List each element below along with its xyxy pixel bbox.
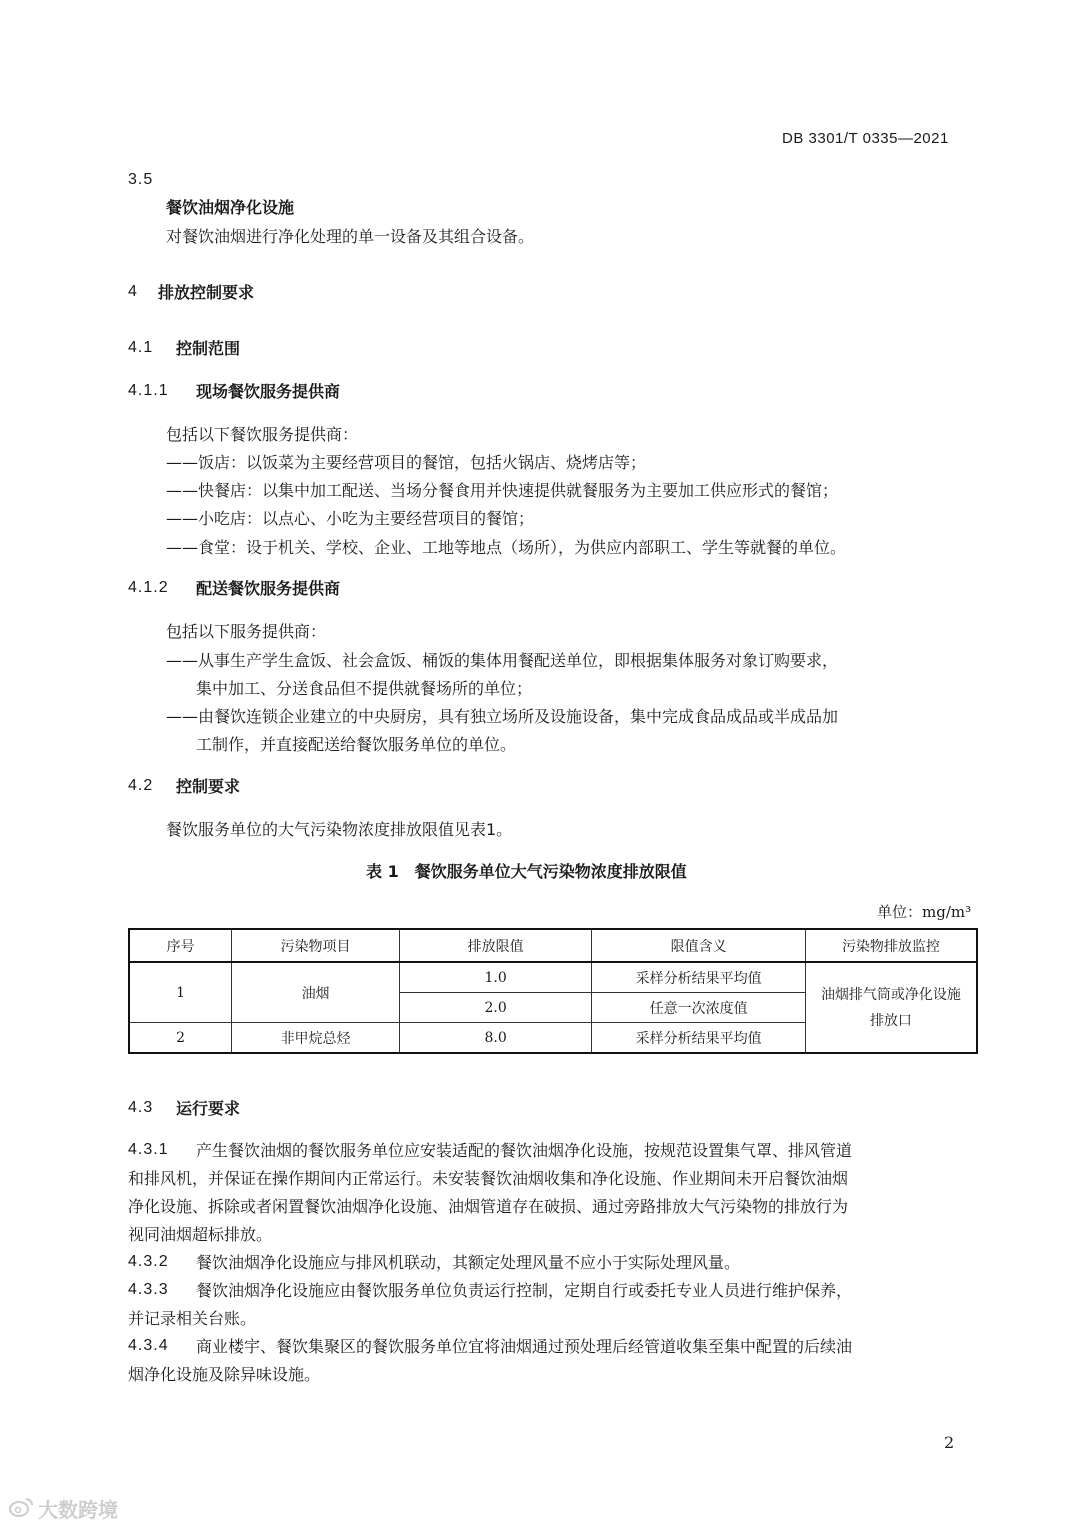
table-header-cell: 序号 — [129, 929, 232, 962]
clause-4-3-1-text: 和排风机，并保证在操作期间内正常运行。未安装餐饮油烟收集和净化设施、作业期间未开启餐饮油烟 — [128, 1169, 849, 1188]
list-item: ——小吃店：以点心、小吃为主要经营项目的餐馆； — [166, 509, 535, 528]
monitor-line-2: 排放口 — [869, 1012, 912, 1029]
section-4-1-2-intro: 包括以下服务提供商： — [166, 622, 327, 641]
list-item-continuation: 工制作，并直接配送给餐饮服务单位的单位。 — [196, 735, 517, 754]
table-cell-seq: 1 — [129, 962, 232, 1023]
section-4-1-1-intro: 包括以下餐饮服务提供商： — [166, 425, 359, 444]
section-4-3-number: 4.3 — [128, 1099, 154, 1116]
watermark — [8, 1494, 118, 1523]
emission-limits-table — [128, 928, 978, 1054]
clause-4-3-1-number: 4.3.1 — [128, 1141, 169, 1158]
table-cell-meaning: 任意一次浓度值 — [592, 993, 805, 1023]
clause-4-3-4-text: 商业楼宇、餐饮集聚区的餐饮服务单位宜将油烟通过预处理后经管道收集至集中配置的后续油 — [196, 1337, 853, 1356]
table-header-cell: 排放限值 — [399, 929, 592, 962]
table-cell-seq: 2 — [129, 1023, 232, 1054]
section-4-2-number: 4.2 — [128, 777, 154, 794]
table-cell-monitor — [805, 962, 977, 1053]
clause-4-3-1-text: 净化设施、拆除或者闲置餐饮油烟净化设施、油烟管道存在破损、通过旁路排放大气污染物的排放行为 — [128, 1197, 849, 1216]
section-4-1-2-number: 4.1.2 — [128, 579, 169, 596]
list-item: ——由餐饮连锁企业建立的中央厨房，具有独立场所及设施设备，集中完成食品成品或半成品加 — [166, 707, 839, 726]
list-item: ——食堂：设于机关、学校、企业、工地等地点（场所），为供应内部职工、学生等就餐的单位。 — [166, 538, 847, 557]
page-number: 2 — [944, 1433, 955, 1452]
clause-4-3-3-text: 并记录相关台账。 — [128, 1309, 257, 1328]
table-cell-pollutant: 非甲烷总烃 — [232, 1023, 400, 1054]
clause-4-3-4-text: 烟净化设施及除异味设施。 — [128, 1365, 321, 1384]
section-4-2-text: 餐饮服务单位的大气污染物浓度排放限值见表1。 — [166, 820, 513, 839]
clause-4-3-1-text: 视同油烟超标排放。 — [128, 1225, 273, 1244]
clause-4-3-3-text: 餐饮油烟净化设施应由餐饮服务单位负责运行控制，定期自行或委托专业人员进行维护保养， — [196, 1281, 853, 1300]
section-4-title: 排放控制要求 — [158, 283, 255, 302]
section-4-1-title: 控制范围 — [176, 339, 241, 358]
list-item: ——从事生产学生盒饭、社会盒饭、桶饭的集体用餐配送单位，即根据集体服务对象订购要求， — [166, 651, 839, 670]
table-cell-meaning: 采样分析结果平均值 — [592, 1023, 805, 1054]
clause-4-3-1-text: 产生餐饮油烟的餐饮服务单位应安装适配的餐饮油烟净化设施，按规范设置集气罩、排风管道 — [196, 1141, 853, 1160]
table-header-cell: 污染物项目 — [232, 929, 400, 962]
monitor-line-1: 油烟排气筒或净化设施 — [820, 986, 961, 1003]
section-3-5-number: 3.5 — [128, 171, 154, 188]
section-3-5-term: 餐饮油烟净化设施 — [166, 198, 295, 217]
section-4-1-1-number: 4.1.1 — [128, 382, 169, 399]
weibo-logo-icon — [8, 1496, 34, 1522]
watermark-text: 大数跨境 — [38, 1498, 118, 1522]
section-4-1-number: 4.1 — [128, 339, 154, 356]
table-cell-limit: 2.0 — [399, 993, 592, 1023]
section-4-1-1-title: 现场餐饮服务提供商 — [196, 382, 341, 401]
table-cell-limit: 8.0 — [399, 1023, 592, 1054]
table-header-cell: 限值含义 — [592, 929, 805, 962]
table-cell-limit: 1.0 — [399, 962, 592, 993]
section-4-3-title: 运行要求 — [176, 1099, 241, 1118]
section-4-number: 4 — [128, 283, 138, 300]
table-header-cell: 污染物排放监控 — [805, 929, 977, 962]
table-cell-meaning: 采样分析结果平均值 — [592, 962, 805, 993]
table-caption: 表 1 餐饮服务单位大气污染物浓度排放限值 — [366, 862, 687, 881]
table-header-row — [129, 929, 977, 962]
section-3-5-definition: 对餐饮油烟进行净化处理的单一设备及其组合设备。 — [166, 227, 535, 246]
table-row — [129, 962, 977, 993]
section-4-2-title: 控制要求 — [176, 777, 241, 796]
table-unit: 单位：mg/m³ — [877, 903, 972, 921]
clause-4-3-2-text: 餐饮油烟净化设施应与排风机联动，其额定处理风量不应小于实际处理风量。 — [196, 1253, 741, 1272]
clause-4-3-3-number: 4.3.3 — [128, 1281, 169, 1298]
doc-number: DB 3301/T 0335—2021 — [782, 130, 949, 147]
table-cell-pollutant: 油烟 — [232, 962, 400, 1023]
clause-4-3-2-number: 4.3.2 — [128, 1253, 169, 1270]
clause-4-3-4-number: 4.3.4 — [128, 1337, 169, 1354]
section-4-1-2-title: 配送餐饮服务提供商 — [196, 579, 341, 598]
list-item: ——快餐店：以集中加工配送、当场分餐食用并快速提供就餐服务为主要加工供应形式的餐馆； — [166, 481, 839, 500]
list-item: ——饭店：以饭菜为主要经营项目的餐馆，包括火锅店、烧烤店等； — [166, 453, 647, 472]
list-item-continuation: 集中加工、分送食品但不提供就餐场所的单位； — [196, 679, 533, 698]
